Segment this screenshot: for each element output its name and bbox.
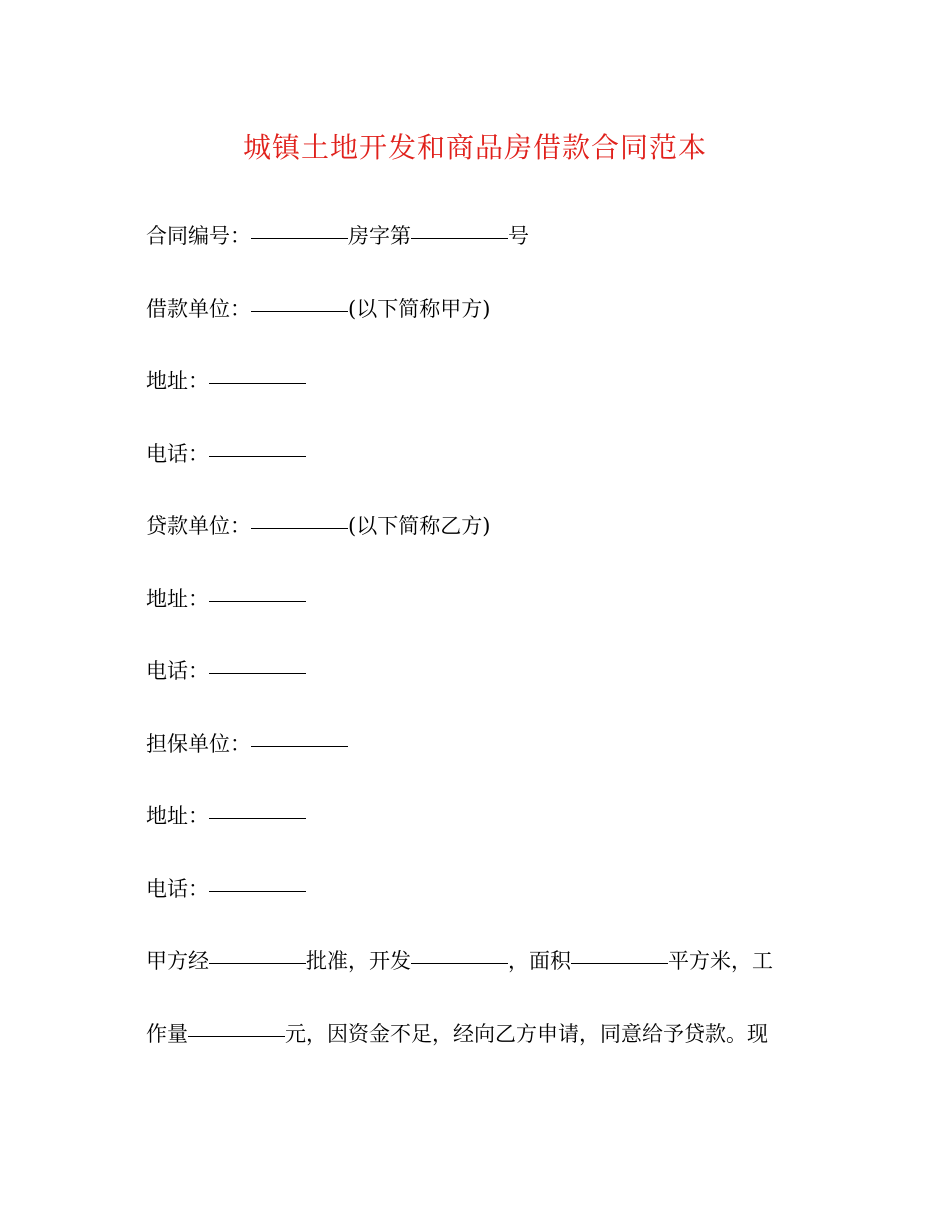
borrower-label: 借款单位： — [146, 296, 251, 321]
lender-address-line — [146, 579, 796, 652]
borrower-blank — [251, 310, 348, 312]
guarantor-label: 担保单位： — [146, 731, 251, 756]
workload-blank — [188, 1035, 285, 1037]
lender-blank — [251, 527, 348, 529]
guarantor-address-label: 地址： — [146, 804, 209, 828]
contract-number-mid: 房字第 — [348, 224, 411, 248]
paragraph-1-part-c: ，面积 — [508, 949, 571, 973]
contract-number-label: 合同编号： — [146, 224, 251, 248]
contract-number-blank — [251, 237, 348, 239]
borrower-line — [146, 289, 796, 362]
paragraph-1-part-d: 平方米，工 — [668, 949, 773, 973]
borrower-phone-line — [146, 434, 796, 507]
lender-note: (以下简称乙方) — [348, 514, 491, 538]
lender-phone-label: 电话： — [146, 659, 209, 683]
lender-phone-blank — [209, 672, 306, 674]
lender-phone-line — [146, 651, 796, 724]
borrower-note: (以下简称甲方) — [348, 296, 491, 321]
guarantor-address-blank — [209, 817, 306, 819]
paragraph-1-part-a: 甲方经 — [146, 949, 209, 973]
guarantor-line — [146, 724, 796, 797]
contract-number-line — [146, 216, 796, 289]
lender-label: 贷款单位： — [146, 514, 251, 538]
borrower-phone-blank — [209, 455, 306, 457]
paragraph-2-part-b: 元，因资金不足，经向乙方申请，同意给予贷款。现 — [285, 1021, 768, 1046]
borrower-address-blank — [209, 382, 306, 384]
contract-body — [146, 216, 796, 1086]
guarantor-blank — [251, 745, 348, 747]
lender-address-label: 地址： — [146, 586, 209, 611]
paragraph-1-part-b: 批准，开发 — [306, 949, 411, 973]
project-blank — [411, 962, 508, 964]
borrower-phone-label: 电话： — [146, 441, 209, 466]
guarantor-phone-label: 电话： — [146, 876, 209, 901]
paragraph-line-1 — [146, 941, 796, 1014]
paragraph-2-part-a: 作量 — [146, 1021, 188, 1046]
approval-blank — [209, 962, 306, 964]
lender-line — [146, 506, 796, 579]
guarantor-address-line — [146, 796, 796, 869]
guarantor-phone-line — [146, 869, 796, 942]
contract-number-end: 号 — [508, 224, 529, 248]
area-blank — [571, 962, 668, 964]
borrower-address-line — [146, 361, 796, 434]
guarantor-phone-blank — [209, 890, 306, 892]
lender-address-blank — [209, 600, 306, 602]
contract-number-blank-2 — [411, 237, 508, 239]
document-title: 城镇土地开发和商品房借款合同范本 — [242, 131, 707, 164]
paragraph-line-2 — [146, 1014, 796, 1087]
borrower-address-label: 地址： — [146, 369, 209, 393]
